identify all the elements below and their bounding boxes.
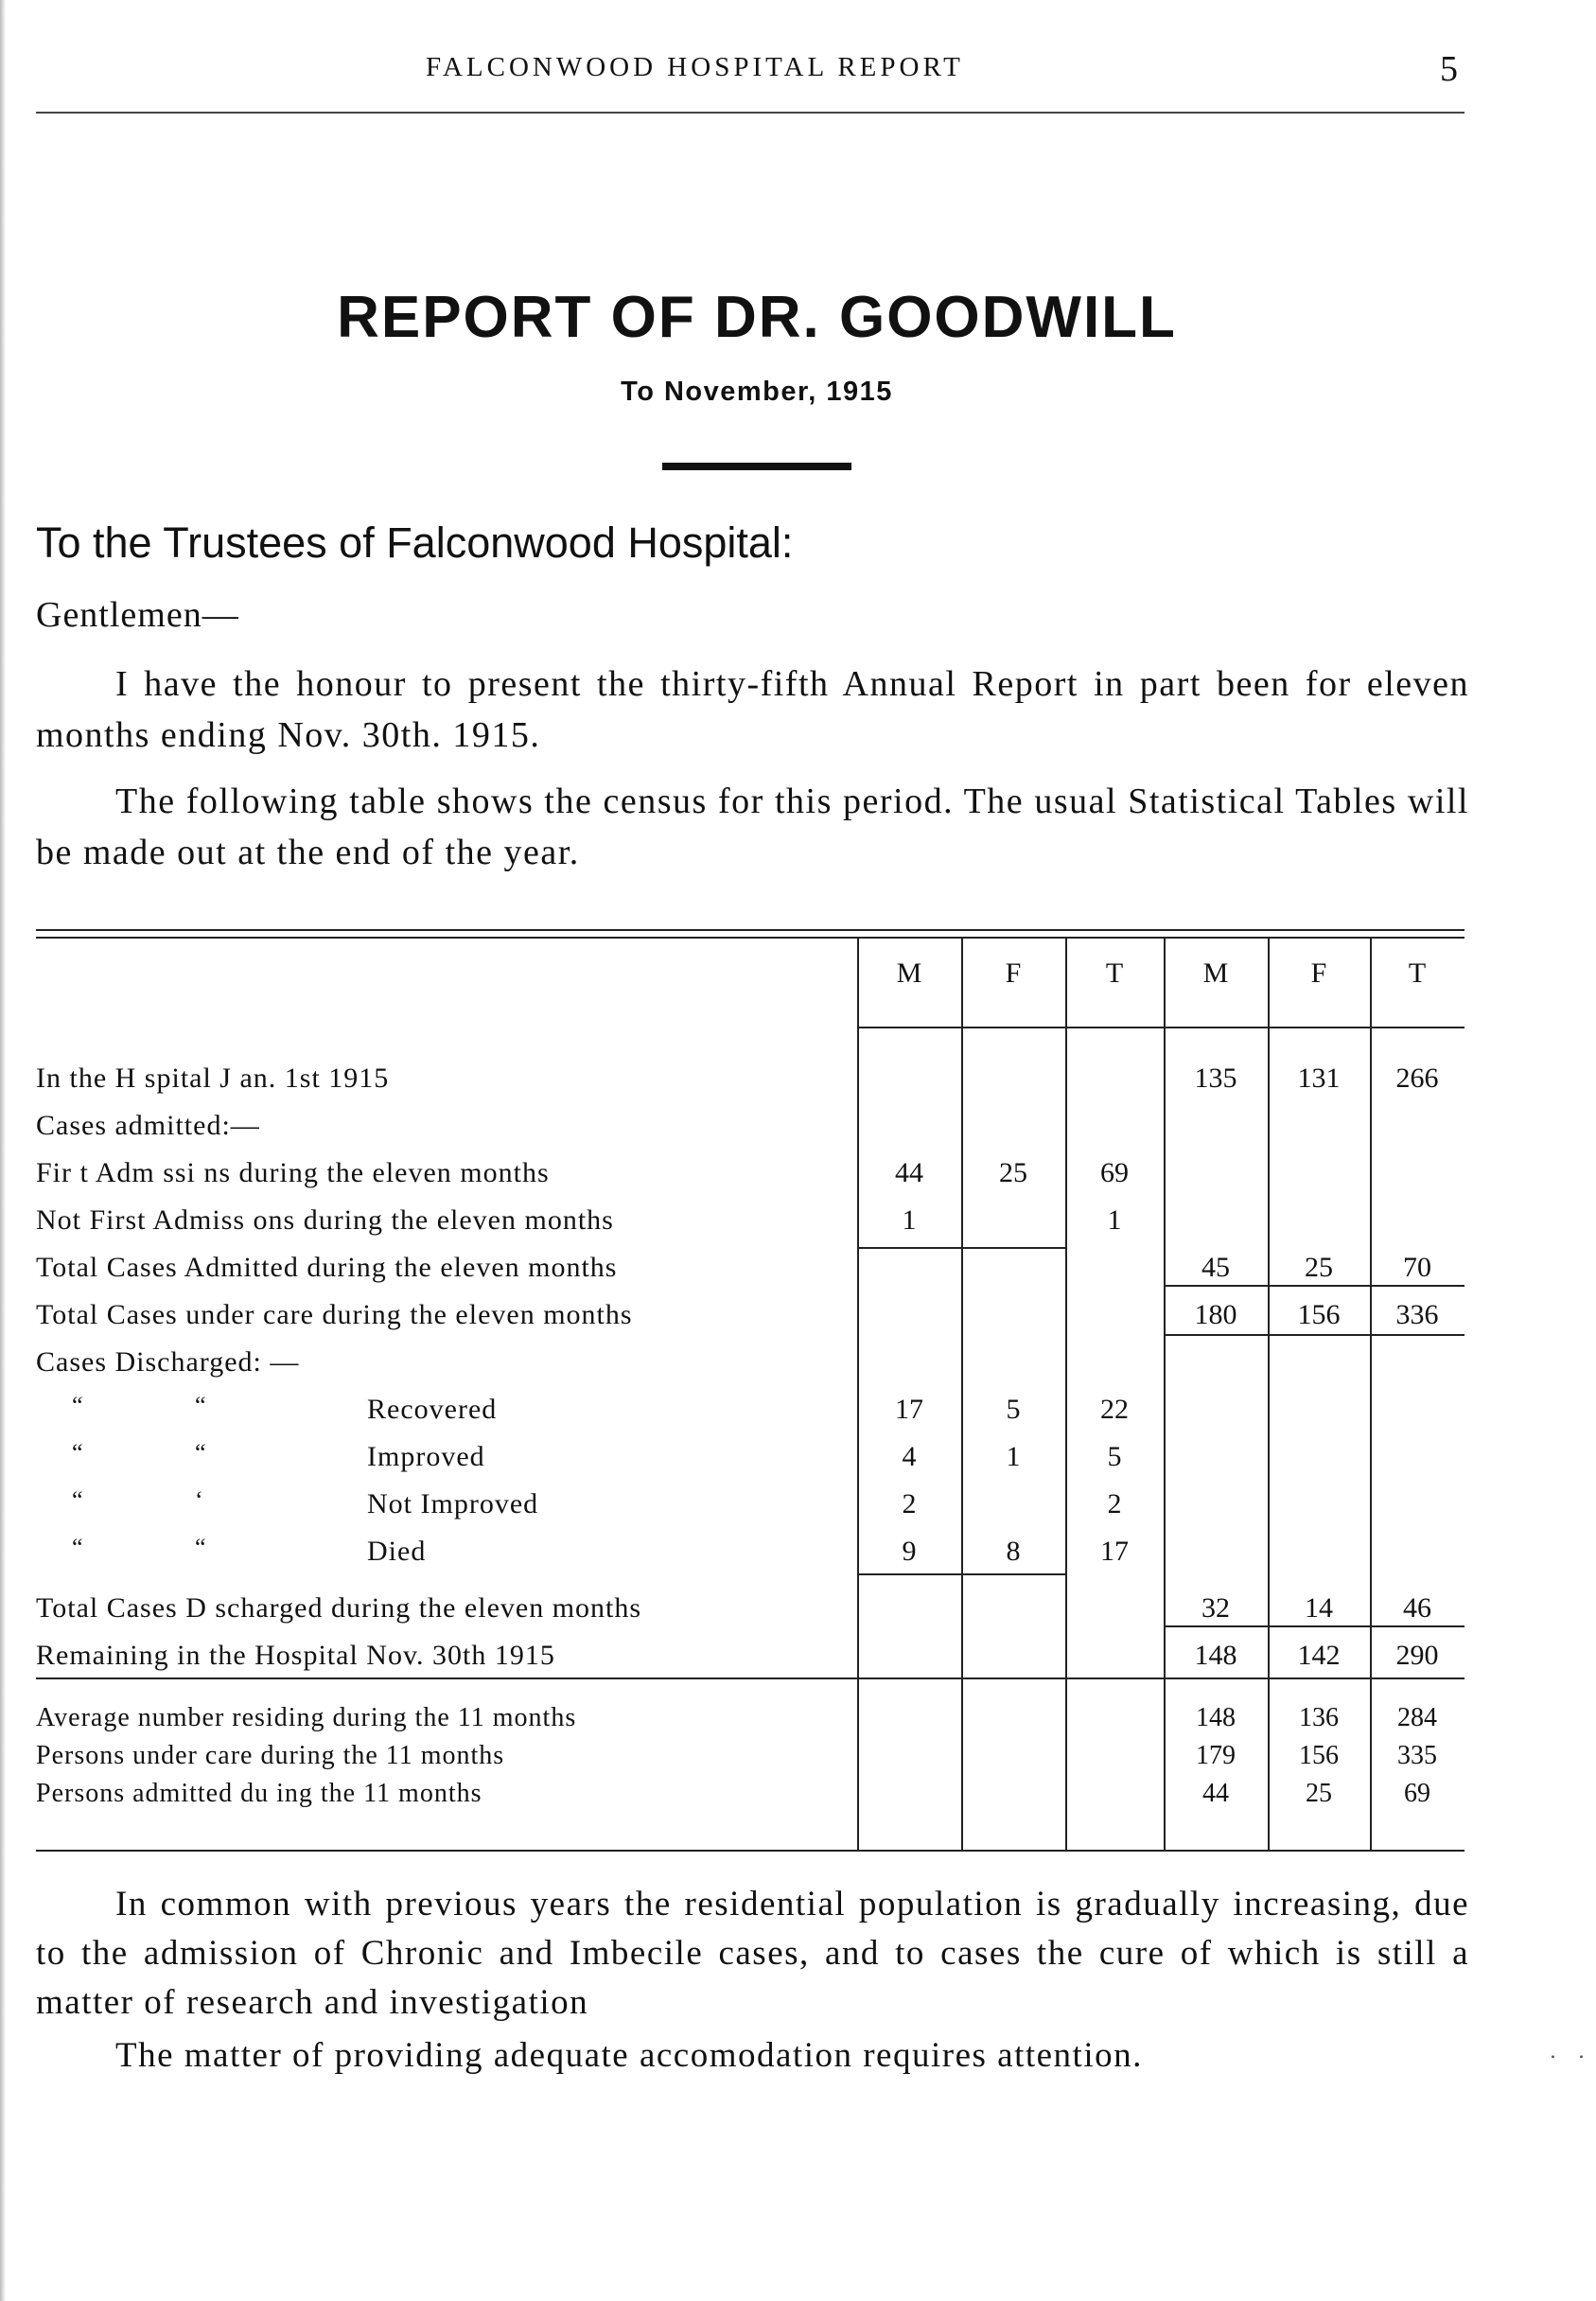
- row-label: Improved: [367, 1441, 485, 1472]
- header-rule: [36, 112, 1464, 114]
- table-cell: 1: [902, 1204, 917, 1236]
- ditto-mark: “: [72, 1439, 83, 1467]
- table-cell: 17: [1100, 1536, 1129, 1567]
- table-cell: 335: [1397, 1741, 1437, 1770]
- table-cell: 25: [1305, 1252, 1333, 1283]
- table-cell: 17: [895, 1394, 923, 1425]
- column-header: F: [1005, 957, 1022, 989]
- discharged-rule-right: [1166, 1625, 1464, 1627]
- row-label: Cases Discharged: —: [36, 1346, 300, 1378]
- table-cell: 25: [1306, 1779, 1332, 1808]
- row-label: Remaining in the Hospital Nov. 30th 1915: [36, 1640, 555, 1671]
- margin-specks: . .: [1550, 2040, 1592, 2064]
- table-cell: 148: [1196, 1703, 1236, 1732]
- ditto-mark: “: [72, 1486, 83, 1514]
- report-subtitle: To November, 1915: [621, 377, 893, 407]
- table-cell: 70: [1403, 1252, 1431, 1283]
- column-header: T: [1105, 957, 1124, 989]
- paragraph-accommodation: The matter of providing adequate accomodation requires attention.: [115, 2036, 1143, 2075]
- table-top-rule-double: [36, 937, 1464, 939]
- paragraph-population: In common with previous years the residential population is gradually increasing, due to the admission of Chronic and Imbecile cases, and to cases the cure of which is still a matter of research and investigation: [36, 1885, 1469, 2022]
- table-cell: 2: [1107, 1488, 1122, 1519]
- table-cell: 25: [999, 1157, 1027, 1188]
- table-cell: 9: [902, 1536, 917, 1567]
- table-cell: 8: [1006, 1536, 1021, 1567]
- table-cell: 156: [1297, 1299, 1341, 1330]
- table-cell: 69: [1404, 1779, 1430, 1808]
- table-cell: 1: [1006, 1441, 1021, 1472]
- table-cell: 5: [1006, 1394, 1021, 1425]
- paragraph-census: The following table shows the census for this period. The usual Statistical Tables will be made out at the end of the year.: [36, 782, 1469, 872]
- column-header: M: [896, 957, 922, 989]
- table-top-rule: [36, 929, 1464, 931]
- ditto-mark: “: [72, 1534, 83, 1561]
- ditto-mark: “: [195, 1534, 206, 1561]
- ditto-mark: “: [195, 1392, 206, 1419]
- subtotal-rule-right: [1166, 1285, 1464, 1287]
- table-cell: 156: [1299, 1741, 1339, 1770]
- section-rule: [36, 1677, 1464, 1679]
- row-label: Total Cases Admitted during the eleven months: [36, 1252, 618, 1283]
- table-cell: 142: [1297, 1640, 1341, 1671]
- ditto-mark: “: [195, 1439, 206, 1467]
- row-label: Not First Admiss ons during the eleven months: [36, 1204, 614, 1236]
- total-rule-right: [1166, 1334, 1464, 1336]
- page-number: 5: [1440, 49, 1458, 89]
- table-cell: 14: [1305, 1592, 1333, 1624]
- running-title: FALCONWOOD HOSPITAL REPORT: [426, 52, 964, 82]
- row-label: Cases admitted:—: [36, 1110, 260, 1141]
- report-title: REPORT OF DR. GOODWILL: [337, 285, 1177, 350]
- table-bottom-rule: [36, 1850, 1464, 1852]
- table-cell: 44: [1202, 1779, 1229, 1808]
- table-cell: 180: [1194, 1299, 1237, 1330]
- column-header: M: [1202, 957, 1229, 989]
- column-header: T: [1408, 957, 1427, 989]
- table-cell: 5: [1107, 1441, 1122, 1472]
- table-cell: 46: [1403, 1592, 1431, 1624]
- row-label: Persons admitted du ing the 11 months: [36, 1779, 482, 1808]
- table-cell: 284: [1397, 1703, 1437, 1732]
- paragraph-intro: I have the honour to present the thirty-fifth Annual Report in part been for eleven months ending Nov. 30th. 1915.: [36, 664, 1469, 755]
- table-cell: 136: [1299, 1703, 1339, 1732]
- table-cell: 44: [895, 1157, 923, 1188]
- letter-salutation: Gentlemen—: [36, 595, 239, 635]
- table-cell: 135: [1194, 1063, 1237, 1094]
- running-header: [0, 49, 1596, 90]
- table-cell: 32: [1201, 1592, 1230, 1624]
- table-cell: 266: [1395, 1063, 1439, 1094]
- table-cell: 290: [1395, 1640, 1439, 1671]
- table-cell: 69: [1100, 1157, 1129, 1188]
- row-label: Fir t Adm ssi ns during the eleven months: [36, 1157, 550, 1188]
- row-label: Died: [367, 1536, 427, 1567]
- row-label: In the H spital J an. 1st 1915: [36, 1063, 390, 1094]
- column-header: F: [1310, 957, 1327, 989]
- row-label: Total Cases D scharged during the eleven months: [36, 1592, 642, 1624]
- ditto-mark: “: [72, 1392, 83, 1419]
- table-cell: 22: [1100, 1394, 1129, 1425]
- row-label: Not Improved: [367, 1488, 539, 1519]
- table-cell: 179: [1196, 1741, 1236, 1770]
- row-label: Persons under care during the 11 months: [36, 1741, 505, 1770]
- table-cell: 2: [902, 1488, 917, 1519]
- table-cell: 45: [1201, 1252, 1230, 1283]
- letter-address: To the Trustees of Falconwood Hospital:: [36, 518, 794, 567]
- row-label: Recovered: [367, 1394, 498, 1425]
- header-underline: [857, 1027, 1464, 1028]
- table-cell: 336: [1395, 1299, 1439, 1330]
- table-cell: 4: [902, 1441, 917, 1472]
- row-label: Average number residing during the 11 months: [36, 1703, 577, 1732]
- ditto-mark: ‘: [195, 1486, 203, 1514]
- row-label: Total Cases under care during the eleven months: [36, 1299, 633, 1330]
- table-cell: 1: [1107, 1204, 1122, 1236]
- table-cell: 148: [1194, 1640, 1237, 1671]
- table-cell: 131: [1297, 1063, 1341, 1094]
- title-underline-bar: [662, 463, 851, 470]
